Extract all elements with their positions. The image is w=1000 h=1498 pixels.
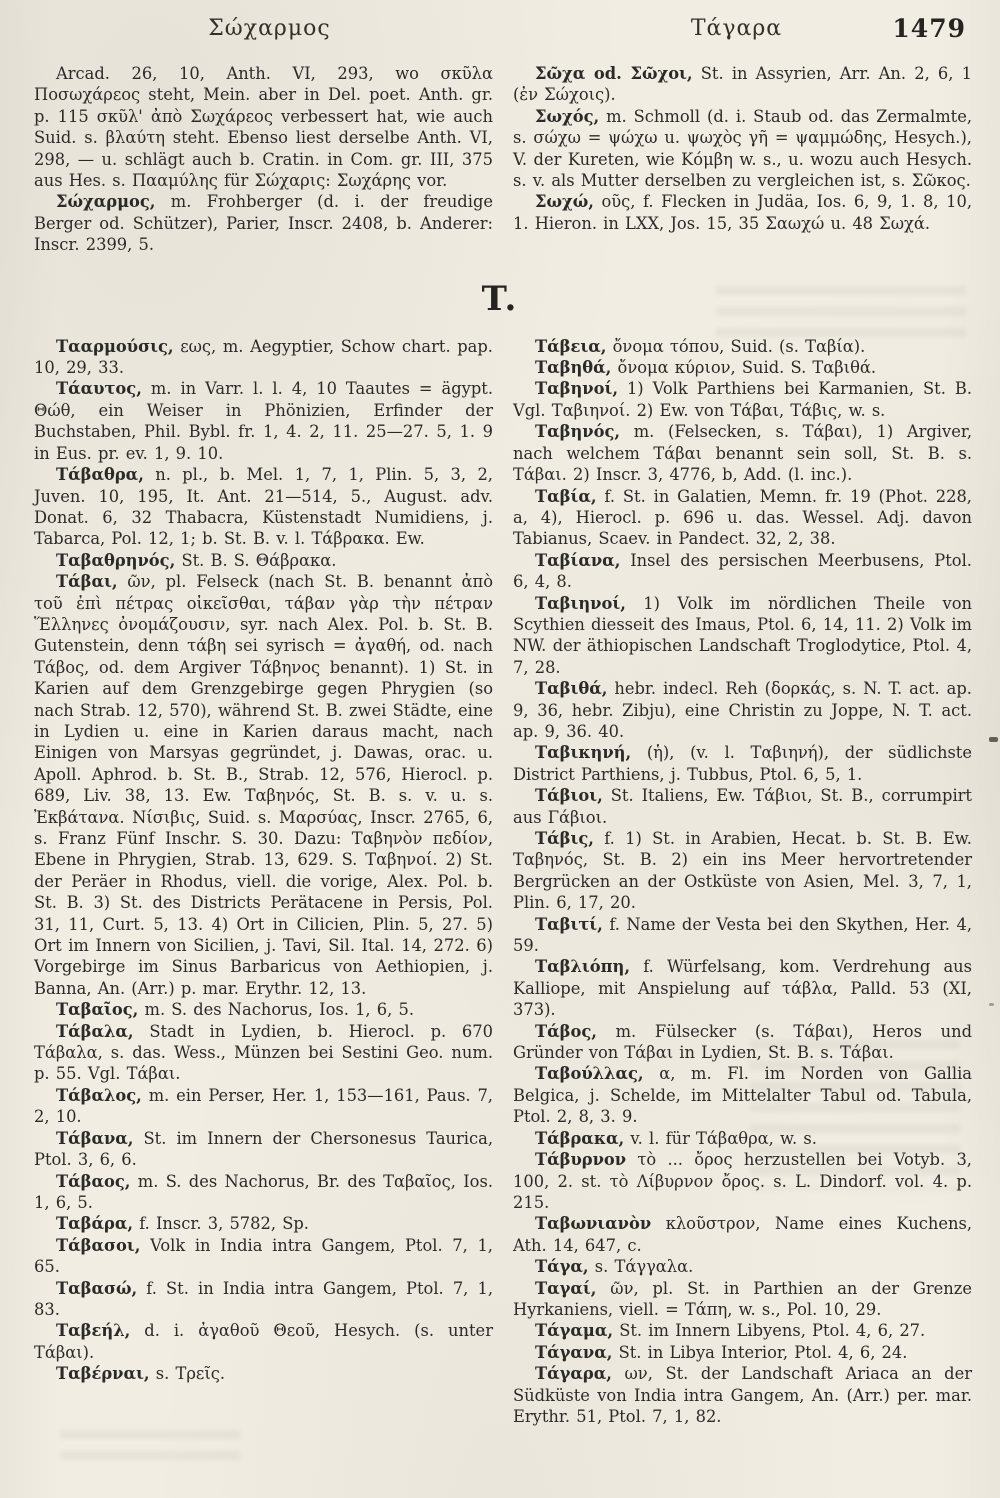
lexicon-entry — [513, 191, 972, 234]
entry-text: ῶν, pl. St. in Parthien an der Grenze Hyrkaniens, viell. = Τάπη, w. s., Pol. 10, 29. — [513, 1278, 972, 1319]
lexicon-entry — [34, 378, 493, 464]
entry-headword: Ταβικηνή, — [535, 743, 632, 763]
entry-headword: Τάγα, — [535, 1257, 589, 1277]
lexicon-entry — [34, 1128, 493, 1171]
entry-text: m. (Felsecken, s. Τάβαι), 1) Argiver, nach welchem Τάβαι benannt sein soll, St. B. s. Τάβαι. 2) Inscr. 3, 4776, b, Add. (l. inc.). — [513, 422, 972, 485]
entry-text: d. i. ἀγαθοῦ Θεοῦ, Hesych. (s. unter Τάβαι). — [34, 1321, 493, 1362]
lexicon-entry — [34, 1171, 493, 1214]
entry-text: f. St. in India intra Gangem, Ptol. 7, 1, 83. — [34, 1278, 493, 1319]
entry-text: ὄνομα τόπου, Suid. (s. Ταβία). — [612, 336, 866, 356]
entry-headword: Ταβιτί, — [535, 914, 603, 934]
entry-text: m. Frohberger (d. i. der freudige Berger od. Schützer), Parier, Inscr. 2408, b. Anderer: Inscr. 2399, 5. — [34, 192, 493, 255]
entry-headword: Τάβανα, — [56, 1128, 134, 1148]
lexicon-entry — [513, 593, 972, 679]
entry-headword: Ταβηνός, — [535, 422, 621, 442]
entry-text: m. ein Perser, Her. 1, 153—161, Paus. 7, 2, 10. — [34, 1085, 493, 1127]
lexicon-entry — [34, 1320, 493, 1363]
entry-text: 1) Volk Parthiens bei Karmanien, St. B. Vgl. Ταβιηνοί. 2) Ew. von Τάβαι, Τάβις, w. s. — [513, 379, 972, 420]
entry-headword: Ταβούλλας, — [535, 1064, 644, 1084]
entry-text: Stadt in Lydien, b. Hierocl. p. 670 Τάβαλα, s. das. Wess., Münzen bei Sestini Geo. num. p. 55. Vgl. Τάβαι. — [34, 1021, 493, 1084]
entry-text: ῶν, pl. Felseck (nach St. B. benannt ἀπὸ τοῦ ἐπὶ πέτρας οἰκεῖσθαι, τάβαν γὰρ τὴν πέτραν Ἕλληνες ὀνομάζουσιν, syr. nach Alex. Pol. b. St. B. Gutenstein, denn τάβη sei syrisch = ἀγαθή, od. nach Τάβος, od. dem Argiver Τάβηνος benannt). 1) St. in Karien auf dem Grenzgebirge gegen Phrygien (so nach Strab. 12, 570), während St. B. zwei Städte, eine in Lydien u. eine in Karien daraus macht, nach Einigen von Marsyas gegründet, j. Dawas, orac. u. Apoll. Aphrod. b. St. B., Strab. 12, 576, Hierocl. p. 689, Liv. 38, 13. Ew. Ταβηνός, St. B. s. v. u. s. Ἐκβάτανα. Νίσιβις, Suid. s. Μαρσύας, Inscr. 2765, 6, s. Franz Fünf Inschr. S. 30. Dazu: Ταβηνὸν πεδίον, Ebene in Phrygien, Strab. 13, 629. S. Ταβηνοί. 2) St. der Peräer in Rhodus, viell. die vorige, Alex. Pol. b. St. B. 3) St. des Districts Perätacene in Persis, Pol. 31, 11, Curt. 5, 13. 4) Ort in Cilicien, Plin. 5, 27. 5) Ort im Innern von Sicilien, j. Tavi, Sil. Ital. 14, 272. 6) Vorgebirge im Sinus Barbaricus von Aethiopien, j. Banna, An. (Arr.) p. mar. Erythr. 12, 13. — [34, 572, 493, 998]
entry-text: St. B. S. Θάβρακα. — [181, 550, 337, 570]
entry-text: s. Τρεῖς. — [155, 1364, 225, 1384]
lexicon-entry — [513, 357, 972, 378]
entry-headword: Τάβαι, — [56, 572, 118, 592]
lexicon-entry — [34, 999, 493, 1020]
lexicon-entry — [34, 1085, 493, 1128]
entry-headword: Τάβαος, — [56, 1171, 131, 1191]
page-number: 1479 — [892, 14, 966, 43]
lexicon-entry — [513, 1021, 972, 1064]
lexicon-entry — [34, 191, 493, 255]
entry-text: n. pl., b. Mel. 1, 7, 1, Plin. 5, 3, 2, Juven. 10, 195, It. Ant. 21—514, 5., August. adv. Donat. 6, 32 Thabacra, Küstenstadt Numidiens, j. Tabarca, Pol. 12, 1; b. St. B. v. l. Τάβρακα. Ew. — [34, 465, 493, 549]
lexicon-entry — [34, 1235, 493, 1278]
entry-text: m. in Varr. l. l. 4, 10 Taautes = ägypt. Θώθ, ein Weiser in Phönizien, Erfinder der Buchstaben, Phil. Bybl. fr. 1, 4. 2, 11. 25—27. 5, 1. 9 in Eus. pr. ev. 1, 9. 10. — [34, 379, 493, 463]
entry-headword: Τάβυρνον — [535, 1150, 627, 1170]
lexicon-entry — [34, 550, 493, 571]
entry-text: Arcad. 26, 10, Anth. VI, 293, wo σκῦλα Ποσωχάρεος steht, Mein. aber in Del. poet. Anth. gr. p. 115 σκῦλ' ἀπὸ Σωχάρεος verbessert hat, wie auch Suid. s. βλαύτη steht. Ebenso liest derselbe Anth. VI, 298, — u. schlägt auch b. Cratin. in Com. gr. III, 375 aus Hes. s. Πααμύλης für Σώχαρις: Σωχάρης vor. — [34, 64, 493, 191]
running-header — [0, 0, 1000, 41]
right-column-header: Τάγαρα — [690, 16, 783, 41]
entry-headword: Ταβεήλ, — [56, 1321, 131, 1341]
entry-headword: Ταβασώ, — [56, 1278, 138, 1298]
entry-headword: Ταβέρναι, — [56, 1364, 150, 1384]
bottom-right-column — [513, 336, 972, 1428]
lexicon-entry — [513, 678, 972, 742]
entry-text: f. 1) St. in Arabien, Hecat. b. St. B. Ew. Ταβηνός, St. B. 2) ein ins Meer hervortretender Bergrücken an der Ostküste von Asien, Mel. 3, 7, 1, Plin. 6, 17, 20. — [513, 829, 972, 913]
entry-text: m. S. des Nachorus, Ios. 1, 6, 5. — [144, 1000, 415, 1020]
lexicon-entry — [513, 550, 972, 593]
lexicon-entry — [34, 1021, 493, 1085]
entry-headword: Ταβηθά, — [535, 358, 612, 378]
entry-headword: Ταβωνιανὸν — [535, 1214, 652, 1234]
entry-headword: Σῶχα od. Σῶχοι, — [535, 64, 693, 83]
entry-text: St. in Libya Interior, Ptol. 4, 6, 24. — [618, 1342, 908, 1362]
entry-text: α, m. Fl. im Norden von Gallia Belgica, j. Schelde, im Mittelalter Tabul od. Tabula, Ptol. 2, 8, 3. 9. — [513, 1064, 972, 1127]
lexicon-entry — [513, 1063, 972, 1127]
lexicon-entry — [513, 1128, 972, 1149]
entry-text: St. Italiens, Ew. Τάβιοι, St. B., corrumpirt aus Γάβιοι. — [513, 786, 972, 827]
entry-headword: Τάβος, — [535, 1021, 597, 1041]
entry-text: τὸ ... ὄρος herzustellen bei Votyb. 3, 100, 2. st. τὸ Λίβυρνον ὄρος. s. L. Dindorf. vol. 4. p. 215. — [513, 1150, 972, 1212]
entry-headword: Τάβιοι, — [535, 786, 603, 806]
lexicon-entry — [513, 336, 972, 357]
entry-text: Volk in India intra Gangem, Ptol. 7, 1, 65. — [34, 1235, 493, 1277]
entry-headword: Τάβρακα, — [535, 1128, 625, 1148]
entry-headword: Τάαυτος, — [56, 379, 142, 399]
entry-headword: Τάγαρα, — [535, 1364, 612, 1384]
entry-headword: Ταβία, — [535, 486, 597, 506]
lexicon-entry — [513, 486, 972, 550]
lexicon-entry — [513, 421, 972, 485]
entry-text: St. im Innern der Chersonesus Taurica, Ptol. 3, 6, 6. — [34, 1128, 493, 1170]
entry-headword: Ταβάρα, — [56, 1214, 134, 1234]
entry-headword: Ταβλιόπη, — [535, 957, 631, 977]
entry-text: s. Τάγγαλα. — [594, 1257, 694, 1277]
section-letter-heading: T. — [481, 278, 519, 319]
entry-headword: Τααρμούσις, — [56, 336, 174, 356]
bottom-left-column — [34, 336, 493, 1428]
entry-text: f. St. in Galatien, Memn. fr. 19 (Phot. 228, a, 4), Hierocl. p. 696 u. das. Wessel. Adj. davon Tabianus, Scaev. in Pandect. 32, 2, 38. — [513, 486, 972, 549]
lexicon-entry — [34, 1363, 493, 1384]
lexicon-entry — [34, 1278, 493, 1321]
lexicon-entry — [34, 336, 493, 379]
entry-text: (ἡ), (v. l. Ταβιηνή), der südlichste District Parthiens, j. Tubbus, Ptol. 6, 5, 1. — [513, 743, 972, 784]
entry-headword: Τάβις, — [535, 829, 594, 848]
lexicon-entry — [513, 1149, 972, 1213]
lexicon-entry — [513, 956, 972, 1020]
entry-headword: Ταγαί, — [535, 1278, 597, 1298]
entry-headword: Τάβεια, — [535, 336, 607, 356]
lexicon-entry — [513, 828, 972, 914]
entry-text: f. Inscr. 3, 5782, Sp. — [139, 1214, 309, 1234]
lexicon-entry — [34, 63, 493, 191]
entry-headword: Τάγαμα, — [535, 1321, 614, 1341]
entry-text: m. Fülsecker (s. Τάβαι), Heros und Gründer von Τάβαι in Lydien, St. B. s. Τάβαι. — [513, 1021, 972, 1063]
entry-text: f. Würfelsang, kom. Verdrehung aus Kalliope, mit Anspielung auf τάβλα, Palld. 53 (XI, 373). — [513, 957, 972, 1020]
lexicon-entry — [34, 1213, 493, 1234]
print-artifact — [989, 737, 998, 742]
entry-headword: Ταβαῖος, — [56, 1000, 139, 1020]
top-left-column — [34, 63, 493, 256]
entry-headword: Ταβηνοί, — [535, 379, 618, 399]
entry-headword: Σώχαρμος, — [56, 192, 156, 212]
print-artifact — [989, 1003, 994, 1006]
top-text-section — [0, 63, 1000, 256]
entry-text: m. Schmoll (d. i. Staub od. das Zermalmte, s. σώχω = ψώχω u. ψωχὸς γῆ = ψαμμώδης, Hesych.), V. der Kureten, wie Κόμβη w. s., u. wozu auch Hesych. s. v. als Mutter derselben zu vergleichen ist, s. Σῶκος. — [513, 106, 973, 191]
lexicon-entry — [513, 1213, 972, 1256]
entry-text: m. S. des Nachorus, Br. des Ταβαῖος, Ios. 1, 6, 5. — [34, 1171, 493, 1212]
entry-text: ὄνομα κύριον, Suid. S. Ταβιθά. — [617, 358, 877, 378]
entry-headword: Σωχός, — [535, 106, 600, 126]
entry-text: εως, m. Aegyptier, Schow chart. pap. 10, 29, 33. — [34, 336, 493, 378]
entry-text: v. l. für Τάβαθρα, w. s. — [630, 1128, 817, 1148]
lexicon-entry — [513, 1320, 972, 1341]
lexicon-entry — [513, 1363, 972, 1427]
lexicon-entry — [513, 1256, 972, 1277]
entry-headword: Ταβιθά, — [535, 679, 608, 699]
entry-headword: Σωχώ, — [535, 192, 594, 212]
entry-headword: Τάβασοι, — [56, 1235, 141, 1255]
lexicon-entry — [513, 63, 972, 106]
entry-headword: Ταβιηνοί, — [535, 593, 626, 613]
bleed-through-artifact — [60, 1430, 240, 1470]
lexicon-entry — [513, 742, 972, 785]
entry-text: St. im Innern Libyens, Ptol. 4, 6, 27. — [619, 1321, 926, 1341]
lexicon-entry — [513, 106, 972, 192]
entry-headword: Τάβαλα, — [56, 1021, 134, 1041]
lexicon-entry — [34, 464, 493, 550]
lexicon-entry — [513, 1342, 972, 1363]
entry-text: ων, St. der Landschaft Ariaca an der Südküste von India intra Gangem, An. (Arr.) per. mar. Erythr. 51, Ptol. 7, 1, 82. — [513, 1364, 972, 1426]
lexicon-entry — [513, 378, 972, 421]
entry-headword: Τάβαθρα, — [56, 465, 144, 485]
main-text-section — [0, 336, 1000, 1428]
left-column-header: Σώχαρμος — [208, 16, 331, 41]
entry-headword: Τάγανα, — [535, 1342, 613, 1362]
entry-text: Insel des persischen Meerbusens, Ptol. 6, 4, 8. — [513, 550, 972, 592]
entry-headword: Ταβαθρηνός, — [56, 550, 176, 570]
lexicon-entry — [513, 914, 972, 957]
lexicon-entry — [513, 1278, 972, 1321]
entry-headword: Ταβίανα, — [535, 550, 621, 570]
entry-text: hebr. indecl. Reh (δορκάς, s. N. T. act. ap. 9, 36, hebr. Zibju), eine Christin zu Joppe, N. T. act. ap. 9, 36. 40. — [513, 679, 972, 741]
entry-text: 1) Volk im nördlichen Theile von Scythien diesseit des Imaus, Ptol. 6, 14, 11. 2) Volk im NW. der äthiopischen Landschaft Troglodytice, Ptol. 4, 7, 28. — [513, 593, 972, 677]
entry-text: f. Name der Vesta bei den Skythen, Her. 4, 59. — [513, 914, 972, 956]
lexicon-entry — [513, 785, 972, 828]
entry-headword: Τάβαλος, — [56, 1085, 142, 1105]
top-right-column — [513, 63, 972, 256]
lexicon-entry — [34, 571, 493, 999]
running-header-left — [36, 16, 503, 41]
entry-text: οῦς, f. Flecken in Judäa, Ios. 6, 9, 1. 8, 10, 1. Hieron. in LXX, Jos. 15, 35 Σαωχώ u. 48 Σωχά. — [513, 192, 972, 233]
entry-text: St. in Assyrien, Arr. An. 2, 6, 1 (ἐν Σώχοις). — [513, 64, 972, 105]
entry-text: κλοῦστρον, Name eines Kuchens, Ath. 14, 647, c. — [513, 1214, 972, 1255]
